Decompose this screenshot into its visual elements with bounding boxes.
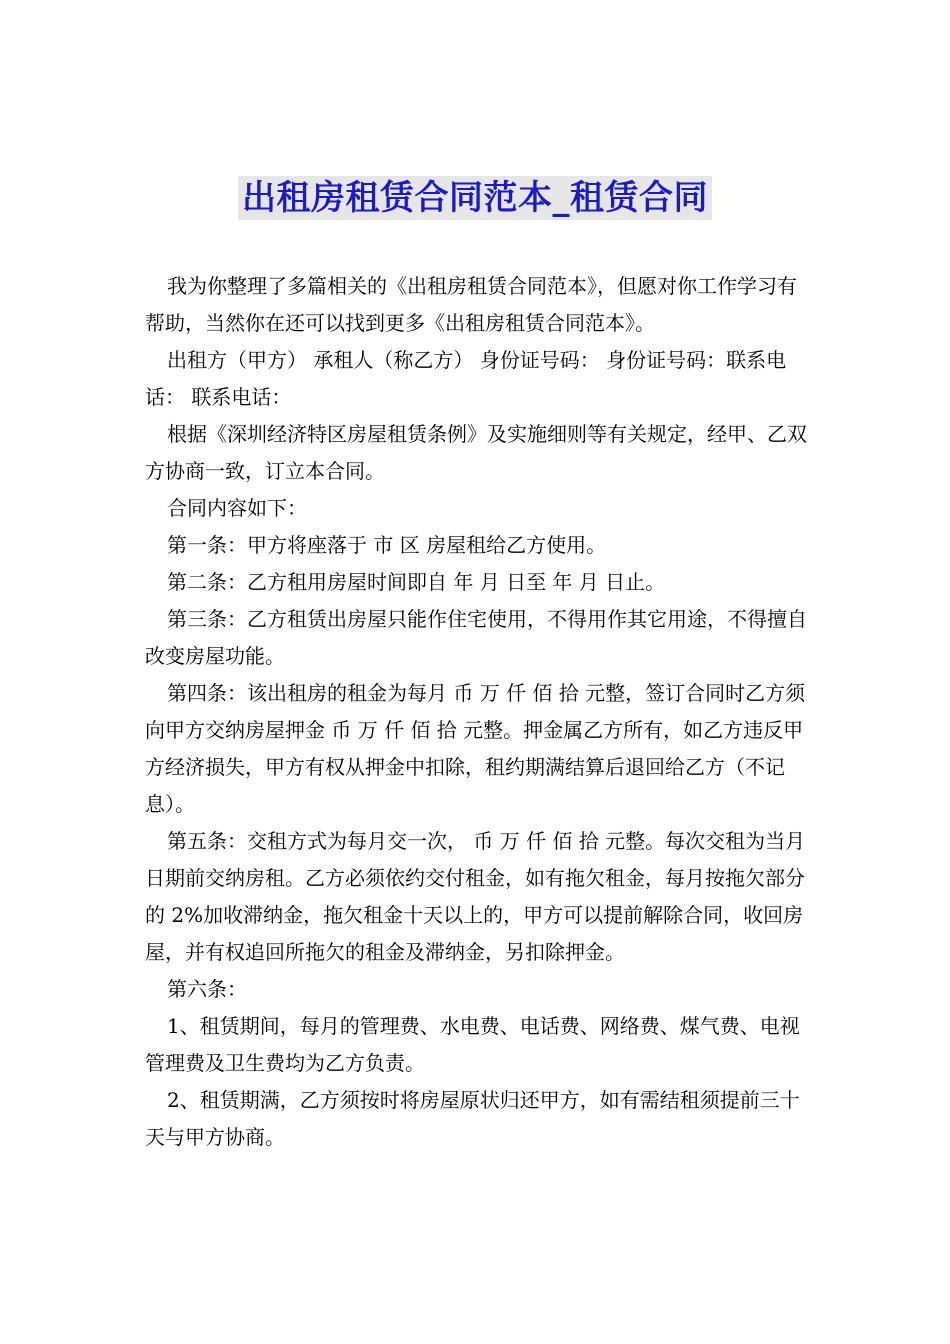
paragraph-article-6-item-1: 1、租赁期间，每月的管理费、水电费、电话费、网络费、煤气费、电视管理费及卫生费均为乙方负责。 xyxy=(145,1014,800,1075)
paragraph-article-2: 第二条：乙方租用房屋时间即自 年 月 日至 年 月 日止。 xyxy=(167,570,666,594)
paragraph-basis: 根据《深圳经济特区房屋租赁条例》及实施细则等有关规定，经甲、乙双方协商一致，订立本合同。 xyxy=(145,422,807,483)
paragraph-article-3: 第三条：乙方租赁出房屋只能作住宅使用，不得用作其它用途，不得擅自改变房屋功能。 xyxy=(145,607,807,668)
paragraph-contents-heading: 合同内容如下： xyxy=(167,496,307,520)
document-title: 出租房租赁合同范本_租赁合同 xyxy=(238,176,712,220)
paragraph-intro: 我为你整理了多篇相关的《出租房租赁合同范本》，但愿对你工作学习有帮助，当然你在还可以找到更多《出租房租赁合同范本》。 xyxy=(145,274,797,335)
title-container xyxy=(0,176,950,220)
paragraph-article-1: 第一条：甲方将座落于 市 区 房屋租给乙方使用。 xyxy=(167,533,607,557)
paragraph-article-5: 第五条：交租方式为每月交一次， 币 万 仟 佰 拾 元整。每次交租为当月 日期前交纳房租。乙方必须依约交付租金，如有拖欠租金，每月按拖欠部分的 2%加收滞纳金，拖欠租金十天以上的，甲方可以提前解除合同，收回房屋，并有权追回所拖欠的租金及滞纳金，另扣除押金。 xyxy=(145,829,812,964)
paragraph-article-6-heading: 第六条： xyxy=(167,977,247,1001)
paragraph-article-6-item-2: 2、租赁期满，乙方须按时将房屋原状归还甲方，如有需结租须提前三十天与甲方协商。 xyxy=(145,1088,800,1149)
paragraph-parties: 出租方（甲方） 承租人（称乙方） 身份证号码： 身份证号码：联系电话： 联系电话： xyxy=(145,348,787,409)
paragraph-article-4: 第四条：该出租房的租金为每月 币 万 仟 佰 拾 元整，签订合同时乙方须向甲方交纳房屋押金 币 万 仟 佰 拾 元整。押金属乙方所有，如乙方违反甲方经济损失，甲方有权从押金中扣除，租约期满结算后退回给乙方（不记息）。 xyxy=(145,681,806,816)
document-body xyxy=(145,268,815,1156)
